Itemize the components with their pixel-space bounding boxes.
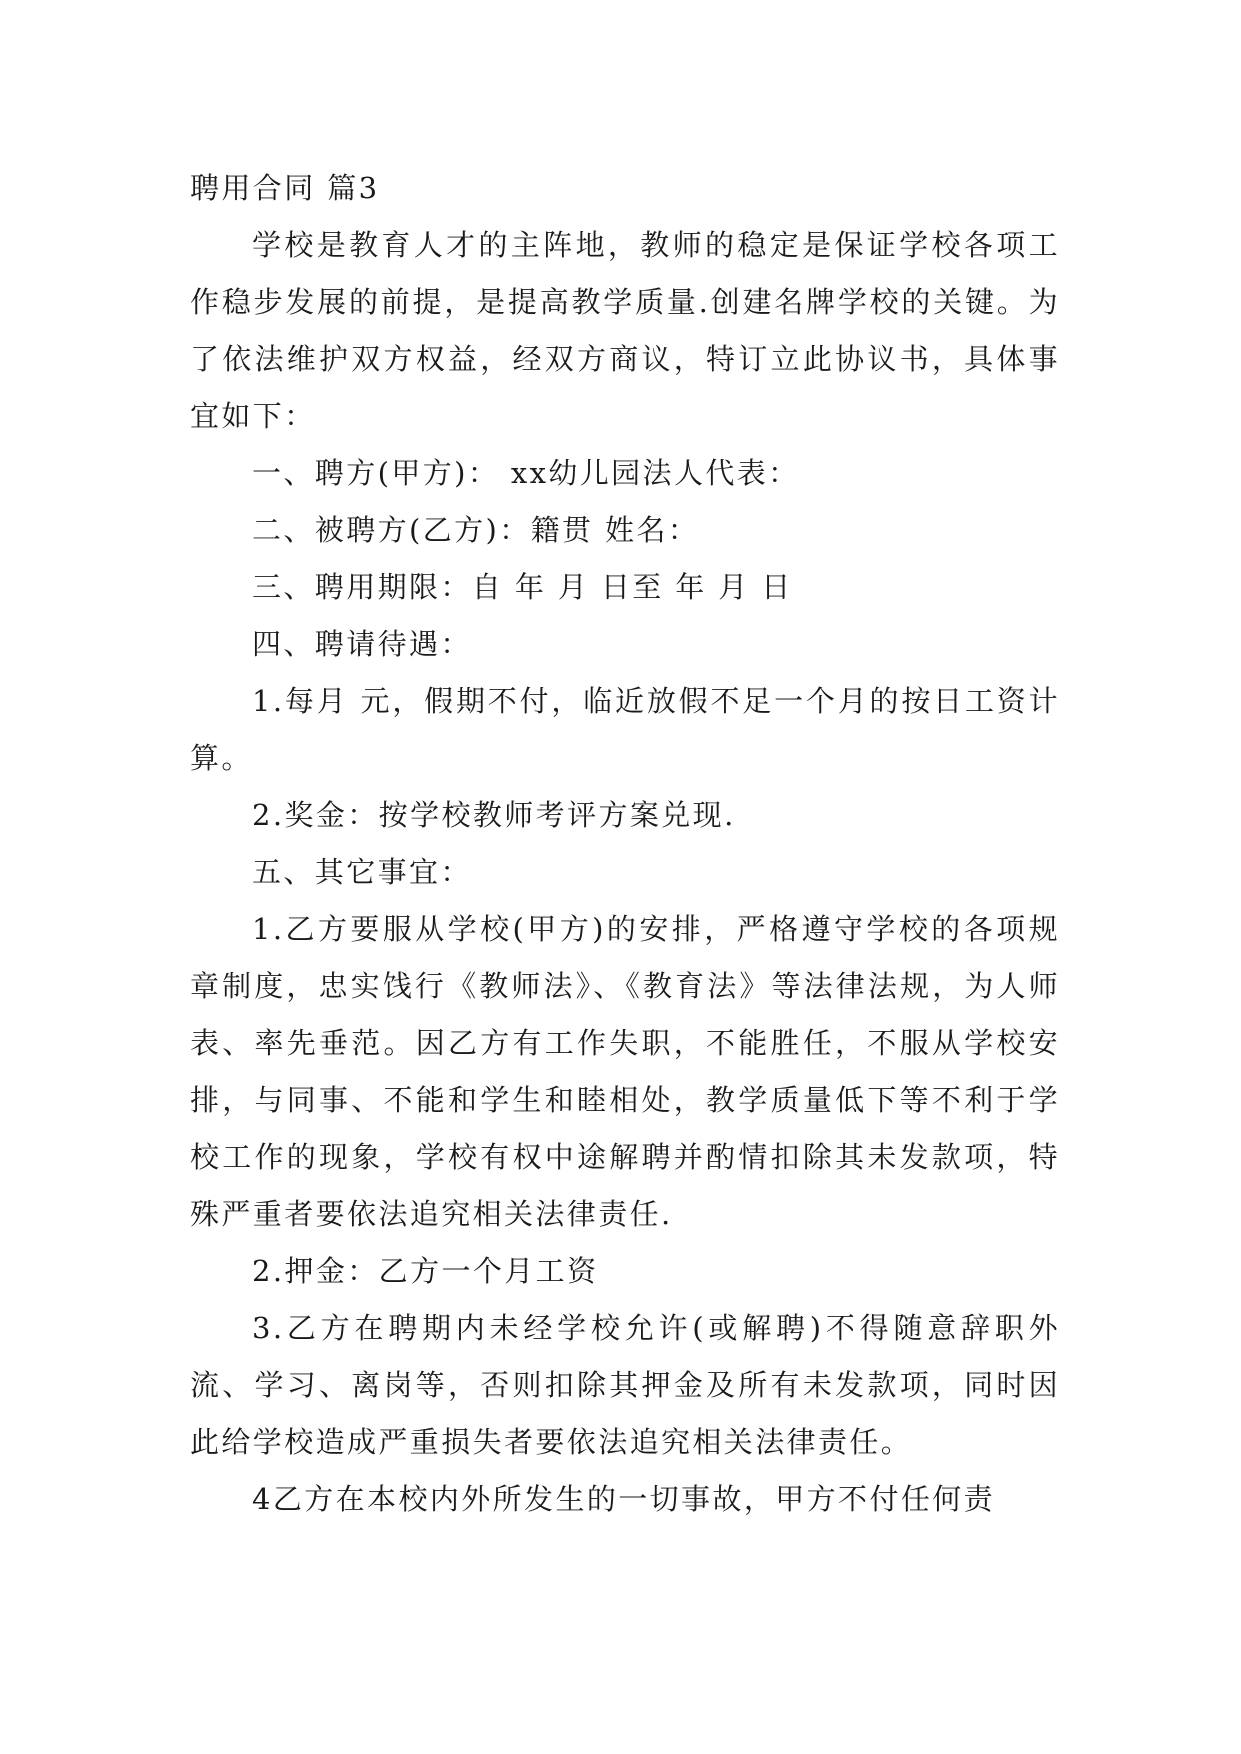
section-heading-compensation: 四、聘请待遇： (252, 627, 472, 661)
section-heading-other: 五、其它事宜： (252, 855, 472, 889)
bonus-clause: 2.奖金：按学校教师考评方案兑现. (252, 798, 736, 832)
intro-paragraph: 学校是教育人才的主阵地，教师的稳定是保证学校各项工作稳步发展的前提，是提高教学质量.创建名牌学校的关键。为了依法维护双方权益，经双方商议，特订立此协议书，具体事宜如下： (190, 228, 1060, 433)
obedience-clause: 1.乙方要服从学校(甲方)的安排，严格遵守学校的各项规章制度，忠实饯行《教师法》、《教育法》等法律法规，为人师表、率先垂范。因乙方有工作失职，不能胜任，不服从学校安排，与同事、不能和学生和睦相处，教学质量低下等不利于学校工作的现象，学校有权中途解聘并酌情扣除其未发款项，特殊严重者要依法追究相关法律责任. (190, 912, 1060, 1231)
salary-clause: 1.每月 元，假期不付，临近放假不足一个月的按日工资计算。 (190, 684, 1060, 775)
term-line: 三、聘用期限：自 年 月 日至 年 月 日 (252, 570, 793, 604)
resignation-clause: 3.乙方在聘期内未经学校允许(或解聘)不得随意辞职外流、学习、离岗等，否则扣除其押金及所有未发款项，同时因此给学校造成严重损失者要依法追究相关法律责任。 (190, 1311, 1060, 1459)
liability-clause: 4乙方在本校内外所发生的一切事故，甲方不付任何责 (252, 1482, 996, 1516)
employer-line: 一、聘方(甲方)： xx幼儿园法人代表： (252, 456, 800, 490)
document-title: 聘用合同 篇3 (190, 171, 380, 205)
deposit-clause: 2.押金：乙方一个月工资 (252, 1254, 599, 1288)
employee-line: 二、被聘方(乙方)：籍贯 姓名： (252, 513, 700, 547)
document-body (190, 160, 1060, 1528)
